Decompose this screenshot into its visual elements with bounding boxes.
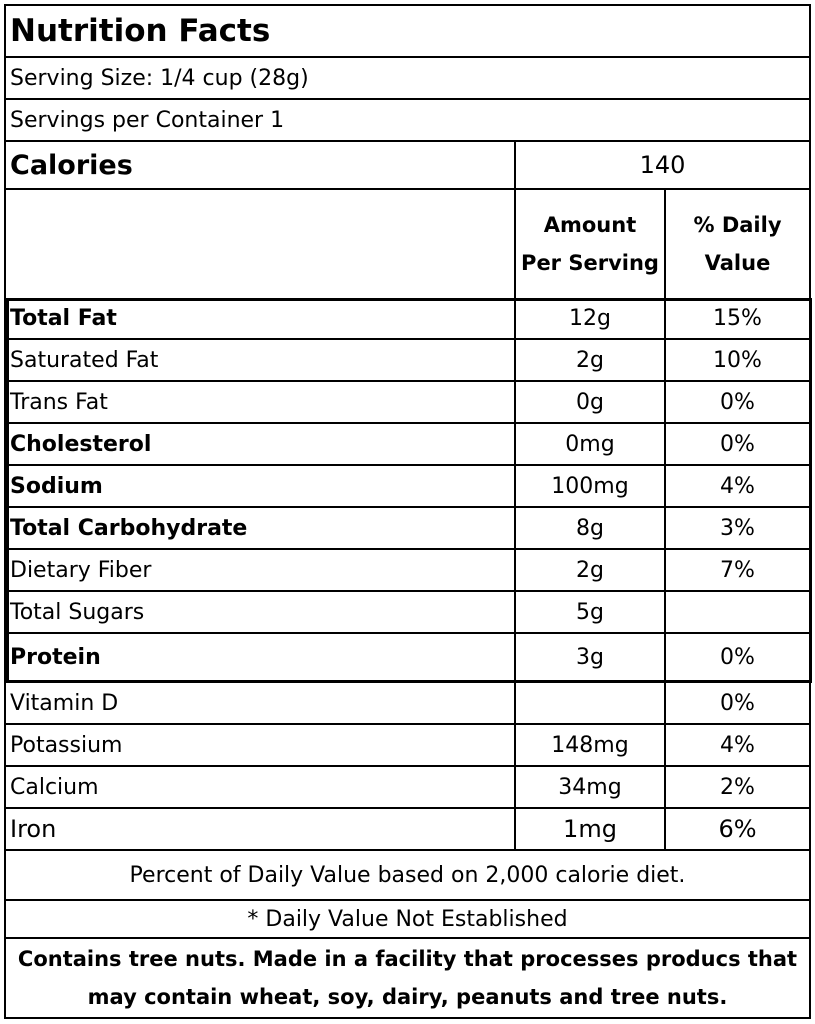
servings-per-container: Servings per Container 1 (10, 107, 285, 133)
nutrient-row (6, 550, 809, 592)
nutrient-row (6, 382, 809, 424)
nutrient-amount: 0g (514, 382, 664, 422)
vitamin-row (6, 809, 809, 851)
nutrient-name: Protein (10, 644, 101, 670)
vitamin-name: Iron (10, 815, 57, 843)
vitamin-daily-value: 6% (664, 809, 809, 849)
nutrient-amount: 3g (514, 634, 664, 680)
daily-value-footnote: Percent of Daily Value based on 2,000 calorie diet. (129, 862, 686, 888)
nutrient-amount: 100mg (514, 466, 664, 506)
dv-header-line1: % Daily (693, 213, 782, 237)
calories-row (6, 142, 809, 190)
serving-size-row (6, 58, 809, 100)
servings-per-container-row (6, 100, 809, 142)
nutrient-name: Cholesterol (10, 431, 152, 457)
nutrient-amount: 12g (514, 298, 664, 338)
nutrient-row (6, 508, 809, 550)
vitamin-row (6, 683, 809, 725)
vitamin-row (6, 725, 809, 767)
nutrient-amount: 2g (514, 550, 664, 590)
dv-header-line2: Value (704, 251, 771, 275)
vitamin-name: Potassium (10, 732, 123, 758)
nutrient-daily-value: 4% (664, 466, 809, 506)
allergen-statement (6, 939, 809, 1017)
nutrient-daily-value (664, 592, 809, 632)
nutrient-row (6, 340, 809, 382)
vitamin-name: Calcium (10, 774, 99, 800)
nutrient-amount: 0mg (514, 424, 664, 464)
nutrient-row (6, 298, 809, 340)
nutrient-daily-value: 7% (664, 550, 809, 590)
not-established-row (6, 901, 809, 939)
nutrient-amount: 2g (514, 340, 664, 380)
vitamin-daily-value: 0% (664, 683, 809, 723)
vitamin-amount: 34mg (514, 767, 664, 807)
not-established-footnote: * Daily Value Not Established (247, 906, 568, 932)
nutrient-name: Trans Fat (10, 389, 108, 415)
nutrition-facts-label (4, 4, 811, 1019)
amount-header-line2: Per Serving (521, 251, 659, 275)
vitamin-row (6, 767, 809, 809)
nutrient-name: Dietary Fiber (10, 557, 152, 583)
nutrient-daily-value: 0% (664, 634, 809, 680)
nutrient-daily-value: 3% (664, 508, 809, 548)
vitamin-amount: 148mg (514, 725, 664, 765)
nutrient-row (6, 634, 809, 680)
calories-label: Calories (10, 149, 133, 181)
label-title: Nutrition Facts (6, 6, 809, 58)
nutrient-name: Total Fat (10, 305, 117, 331)
nutrient-daily-value: 10% (664, 340, 809, 380)
nutrient-row (6, 592, 809, 634)
vitamin-amount: 1mg (514, 809, 664, 849)
serving-size: Serving Size: 1/4 cup (28g) (10, 65, 309, 91)
allergen-row (6, 939, 809, 1017)
nutrient-amount: 5g (514, 592, 664, 632)
nutrient-row (6, 466, 809, 508)
amount-per-serving-header (514, 190, 664, 298)
nutrient-daily-value: 15% (664, 298, 809, 338)
column-header-row (6, 190, 809, 298)
allergen-line1: Contains tree nuts. Made in a facility that processes producs that (17, 947, 798, 971)
vitamin-daily-value: 2% (664, 767, 809, 807)
nutrient-daily-value: 0% (664, 424, 809, 464)
nutrient-name: Total Carbohydrate (10, 515, 248, 541)
nutrient-name: Saturated Fat (10, 347, 159, 373)
nutrient-amount: 8g (514, 508, 664, 548)
header-blank-cell (6, 190, 514, 298)
daily-value-header (664, 190, 809, 298)
vitamin-daily-value: 4% (664, 725, 809, 765)
nutrient-name: Total Sugars (10, 599, 145, 625)
daily-value-footnote-row (6, 851, 809, 901)
nutrient-daily-value: 0% (664, 382, 809, 422)
nutrient-name: Sodium (10, 473, 103, 499)
vitamin-name: Vitamin D (10, 690, 119, 716)
nutrient-row (6, 424, 809, 466)
amount-header-line1: Amount (543, 213, 637, 237)
allergen-line2: may contain wheat, soy, dairy, peanuts and tree nuts. (87, 985, 728, 1009)
calories-value: 140 (514, 142, 809, 188)
vitamin-amount (514, 683, 664, 723)
